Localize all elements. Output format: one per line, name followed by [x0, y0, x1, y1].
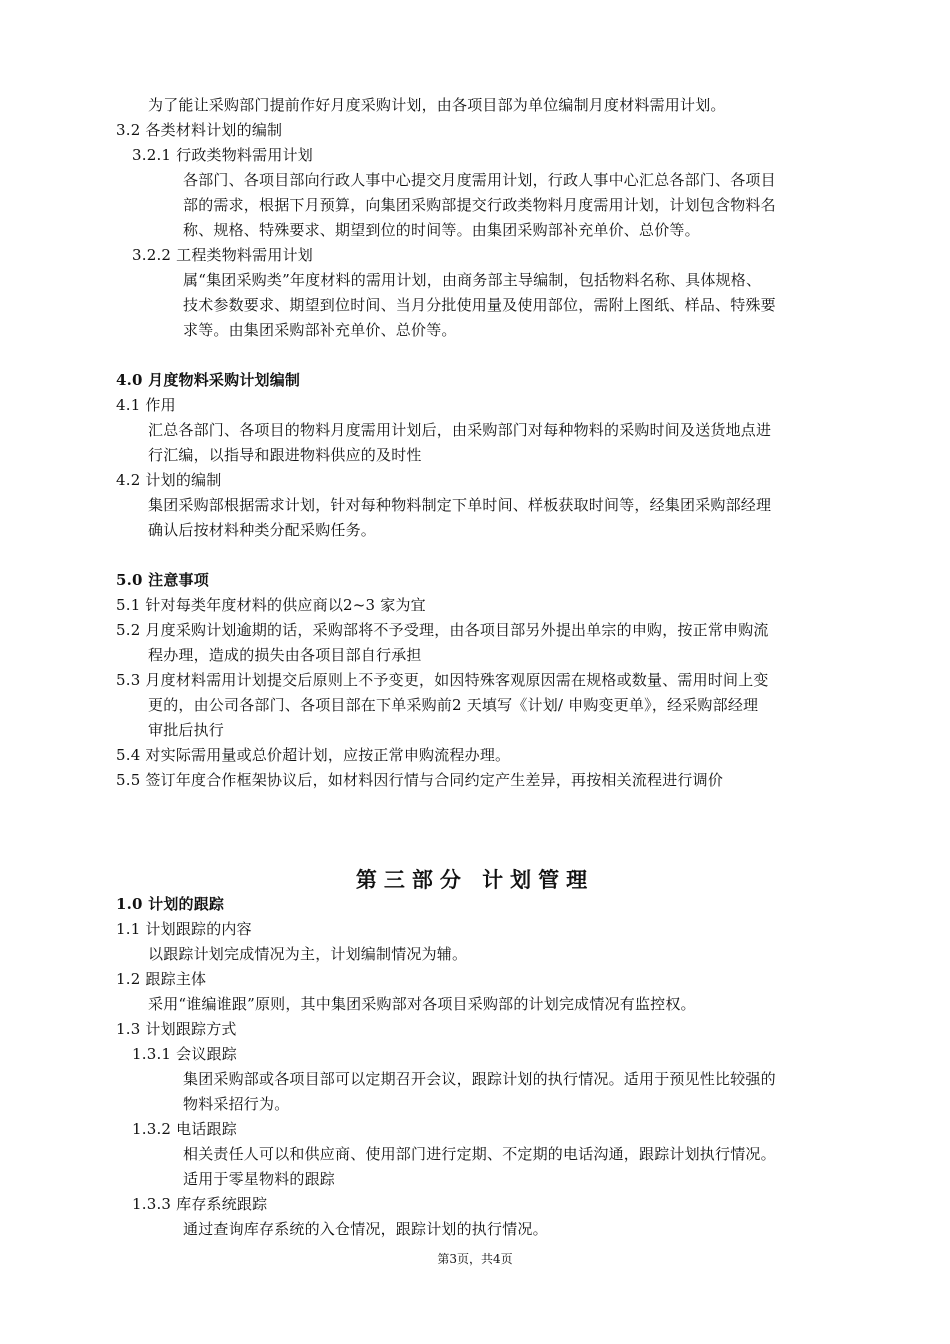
paragraph-line: 部的需求，根据下月预算，向集团采购部提交行政类物料月度需用计划，计划包含物料名	[183, 196, 776, 214]
paragraph-line: 各部门、各项目部向行政人事中心提交月度需用计划，行政人事中心汇总各部门、各项目	[183, 171, 776, 189]
paragraph-line: 集团采购部或各项目部可以定期召开会议，跟踪计划的执行情况。适用于预见性比较强的	[183, 1070, 776, 1088]
list-item: 5.4 对实际需用量或总价超计划，应按正常申购流程办理。	[116, 746, 511, 764]
paragraph-line: 称、规格、特殊要求、期望到位的时间等。由集团采购部补充单价、总价等。	[183, 221, 700, 239]
subsection-heading: 1.3.2 电话跟踪	[132, 1120, 237, 1138]
paragraph-line: 确认后按材料种类分配采购任务。	[148, 521, 377, 539]
paragraph-line: 采用“谁编谁跟”原则，其中集团采购部对各项目采购部的计划完成情况有监控权。	[148, 995, 696, 1013]
paragraph-line: 更的，由公司各部门、各项目部在下单采购前2 天填写《计划/ 申购变更单》，经采购部经理	[148, 696, 759, 714]
paragraph-line: 程办理，造成的损失由各项目部自行承担	[148, 646, 422, 664]
subsection-heading: 3.2.1 行政类物料需用计划	[132, 146, 313, 164]
paragraph-line: 以跟踪计划完成情况为主，计划编制情况为辅。	[148, 945, 468, 963]
section-heading: 1.2 跟踪主体	[116, 970, 207, 988]
paragraph-line: 集团采购部根据需求计划，针对每种物料制定下单时间、样板获取时间等，经集团采购部经理	[148, 496, 772, 514]
paragraph-line: 行汇编，以指导和跟进物料供应的及时性	[148, 446, 422, 464]
paragraph-line: 技术参数要求、期望到位时间、当月分批使用量及使用部位，需附上图纸、样品、特殊要	[183, 296, 776, 314]
paragraph-line: 适用于零星物料的跟踪	[183, 1170, 336, 1188]
paragraph-line: 物料采招行为。	[183, 1095, 290, 1113]
paragraph-line: 通过查询库存系统的入仓情况，跟踪计划的执行情况。	[183, 1220, 548, 1238]
paragraph-line: 汇总各部门、各项目的物料月度需用计划后，由采购部门对每种物料的采购时间及送货地点进	[148, 421, 772, 439]
paragraph-line: 属“集团采购类”年度材料的需用计划，由商务部主导编制，包括物料名称、具体规格、	[183, 271, 762, 289]
list-item: 5.3 月度材料需用计划提交后原则上不予变更，如因特殊客观原因需在规格或数量、需用时间上变	[116, 671, 769, 689]
part-title: 第三部分 计划管理	[355, 867, 595, 892]
paragraph-line: 求等。由集团采购部补充单价、总价等。	[183, 321, 457, 339]
paragraph-line: 审批后执行	[148, 721, 225, 739]
subsection-heading: 3.2.2 工程类物料需用计划	[132, 246, 313, 264]
paragraph-line: 相关责任人可以和供应商、使用部门进行定期、不定期的电话沟通，跟踪计划执行情况。	[183, 1145, 776, 1163]
list-item: 5.1 针对每类年度材料的供应商以2~3 家为宜	[116, 596, 426, 614]
paragraph-line: 为了能让采购部门提前作好月度采购计划，由各项目部为单位编制月度材料需用计划。	[148, 96, 726, 114]
list-item: 5.5 签订年度合作框架协议后，如材料因行情与合同约定产生差异，再按相关流程进行调价	[116, 771, 724, 789]
list-item: 5.2 月度采购计划逾期的话，采购部将不予受理，由各项目部另外提出单宗的申购，按正常申购流	[116, 621, 769, 639]
section-heading: 4.2 计划的编制	[116, 471, 222, 489]
section-heading: 1.3 计划跟踪方式	[116, 1020, 237, 1038]
chapter-heading: 1.0 计划的跟踪	[116, 895, 225, 913]
chapter-heading: 4.0 月度物料采购计划编制	[116, 371, 301, 389]
section-heading: 4.1 作用	[116, 396, 176, 414]
section-heading: 3.2 各类材料计划的编制	[116, 121, 283, 139]
chapter-heading: 5.0 注意事项	[116, 571, 209, 589]
page-footer: 第3页，共4页	[437, 1252, 513, 1266]
section-heading: 1.1 计划跟踪的内容	[116, 920, 252, 938]
subsection-heading: 1.3.1 会议跟踪	[132, 1045, 237, 1063]
subsection-heading: 1.3.3 库存系统跟踪	[132, 1195, 268, 1213]
